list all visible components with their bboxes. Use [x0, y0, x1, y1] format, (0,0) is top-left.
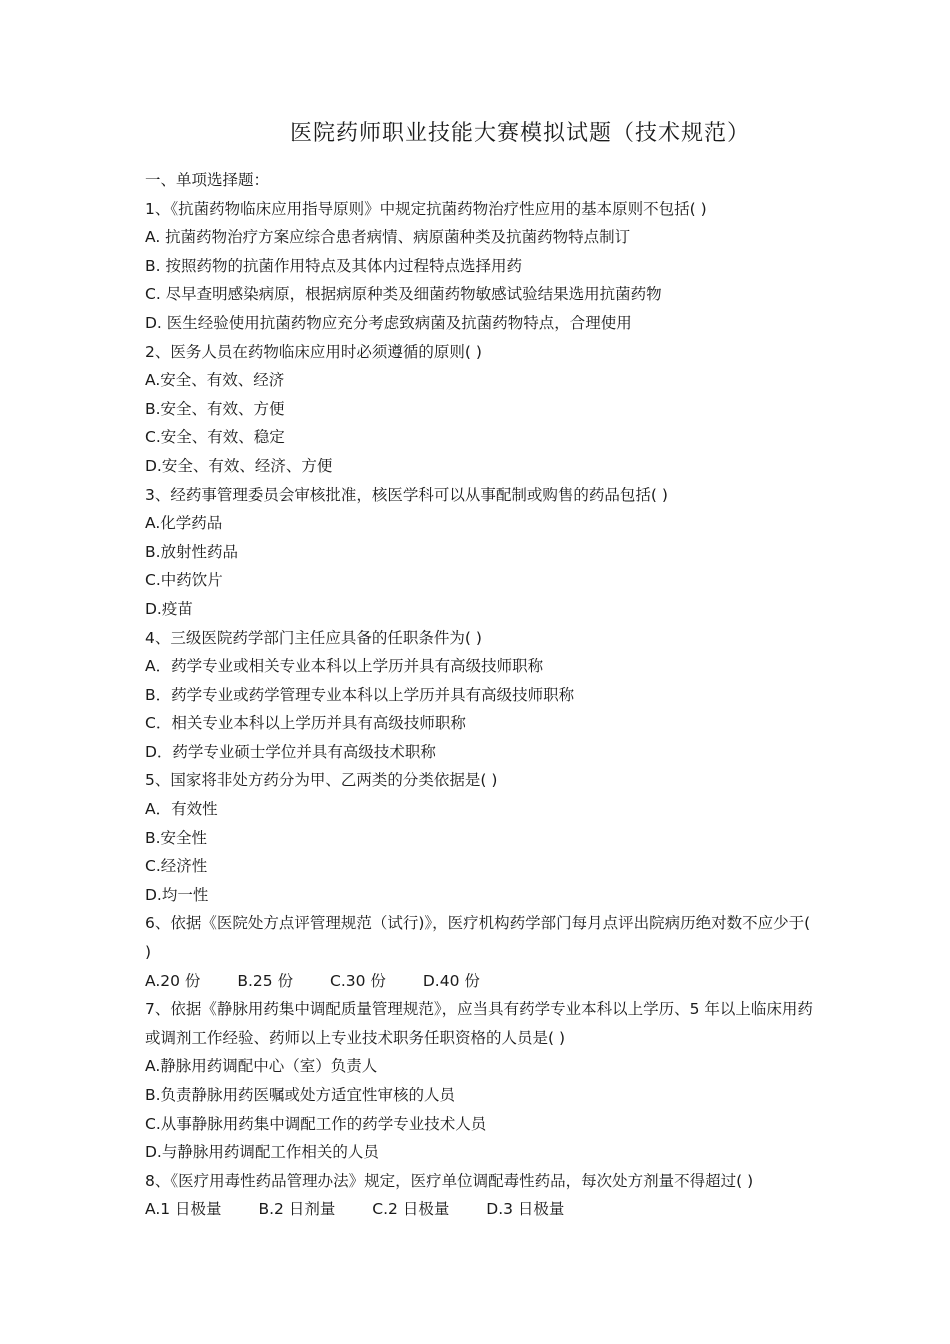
- section-heading: 一、单项选择题：: [145, 171, 270, 189]
- option-d: D.安全、有效、经济、方便: [145, 456, 333, 475]
- option-a: A.1 日极量: [145, 1200, 222, 1219]
- inline-options: [145, 1195, 815, 1224]
- question-stem: 6、依据《医院处方点评管理规范（试行)》，医疗机构药学部门每月点评出院病历绝对数不应少于( ): [145, 914, 811, 962]
- option-b: B.放射性药品: [145, 542, 239, 561]
- option-c: C. 尽早查明感染病原，根据病原种类及细菌药物敏感试验结果选用抗菌药物: [145, 285, 662, 304]
- option-a: A.20 份: [145, 971, 201, 990]
- option-c: C.30 份: [330, 971, 386, 990]
- question-stem: 2、医务人员在药物临床应用时必须遵循的原则( ): [145, 342, 482, 361]
- option-a: A.化学药品: [145, 514, 223, 533]
- option-c: C.2 日极量: [372, 1200, 450, 1219]
- option-d: D.与静脉用药调配工作相关的人员: [145, 1143, 379, 1162]
- option-b: B.负责静脉用药医嘱或处方适宜性审核的人员: [145, 1086, 456, 1104]
- option-a: A.安全、有效、经济: [145, 371, 285, 390]
- option-d: D.疫苗: [145, 599, 193, 618]
- option-a: A．药学专业或相关专业本科以上学历并具有高级技师职称: [145, 657, 544, 676]
- option-d: D．药学专业硕士学位并具有高级技术职称: [145, 742, 436, 761]
- document-title: 医院药师职业技能大赛模拟试题（技术规范）: [289, 121, 750, 146]
- option-d: D. 医生经验使用抗菌药物应充分考虑致病菌及抗菌药物特点，合理使用: [145, 313, 632, 332]
- option-c: C.经济性: [145, 857, 208, 876]
- option-a: A．有效性: [145, 800, 218, 819]
- question-stem: 3、经药事管理委员会审核批准，核医学科可以从事配制或购售的药品包括( ): [145, 485, 668, 504]
- question-stem: 4、三级医院药学部门主任应具备的任职条件为( ): [145, 628, 482, 647]
- question-stem: 1、《抗菌药物临床应用指导原则》中规定抗菌药物治疗性应用的基本原则不包括( ): [145, 199, 707, 218]
- document-body: [145, 166, 815, 1224]
- option-d: D.3 日极量: [486, 1200, 565, 1219]
- option-d: D.40 份: [422, 971, 480, 990]
- option-c: C．相关专业本科以上学历并具有高级技师职称: [145, 714, 466, 733]
- question-stem: 5、国家将非处方药分为甲、乙两类的分类依据是( ): [145, 771, 498, 790]
- option-c: C.安全、有效、稳定: [145, 428, 285, 447]
- option-b: B.安全性: [145, 828, 208, 847]
- option-b: B．药学专业或药学管理专业本科以上学历并具有高级技师职称: [145, 685, 575, 704]
- question-stem: 7、依据《静脉用药集中调配质量管理规范》，应当具有药学专业本科以上学历、5 年以上临床用药或调剂工作经验、药师以上专业技术职务任职资格的人员是( ): [145, 1000, 813, 1047]
- option-b: B. 按照药物的抗菌作用特点及其体内过程特点选择用药: [145, 256, 522, 275]
- option-a: A. 抗菌药物治疗方案应综合患者病情、病原菌种类及抗菌药物特点制订: [145, 228, 631, 247]
- option-d: D.均一性: [145, 885, 209, 904]
- option-c: C.中药饮片: [145, 571, 223, 590]
- option-b: B.25 份: [237, 971, 294, 990]
- option-b: B.2 日剂量: [258, 1200, 336, 1219]
- question-stem: 8、《医疗用毒性药品管理办法》规定，医疗单位调配毒性药品，每次处方剂量不得超过( ): [145, 1171, 754, 1190]
- option-b: B.安全、有效、方便: [145, 399, 285, 418]
- option-c: C.从事静脉用药集中调配工作的药学专业技术人员: [145, 1114, 487, 1133]
- option-a: A.静脉用药调配中心（室）负责人: [145, 1057, 378, 1076]
- inline-options: [145, 967, 815, 996]
